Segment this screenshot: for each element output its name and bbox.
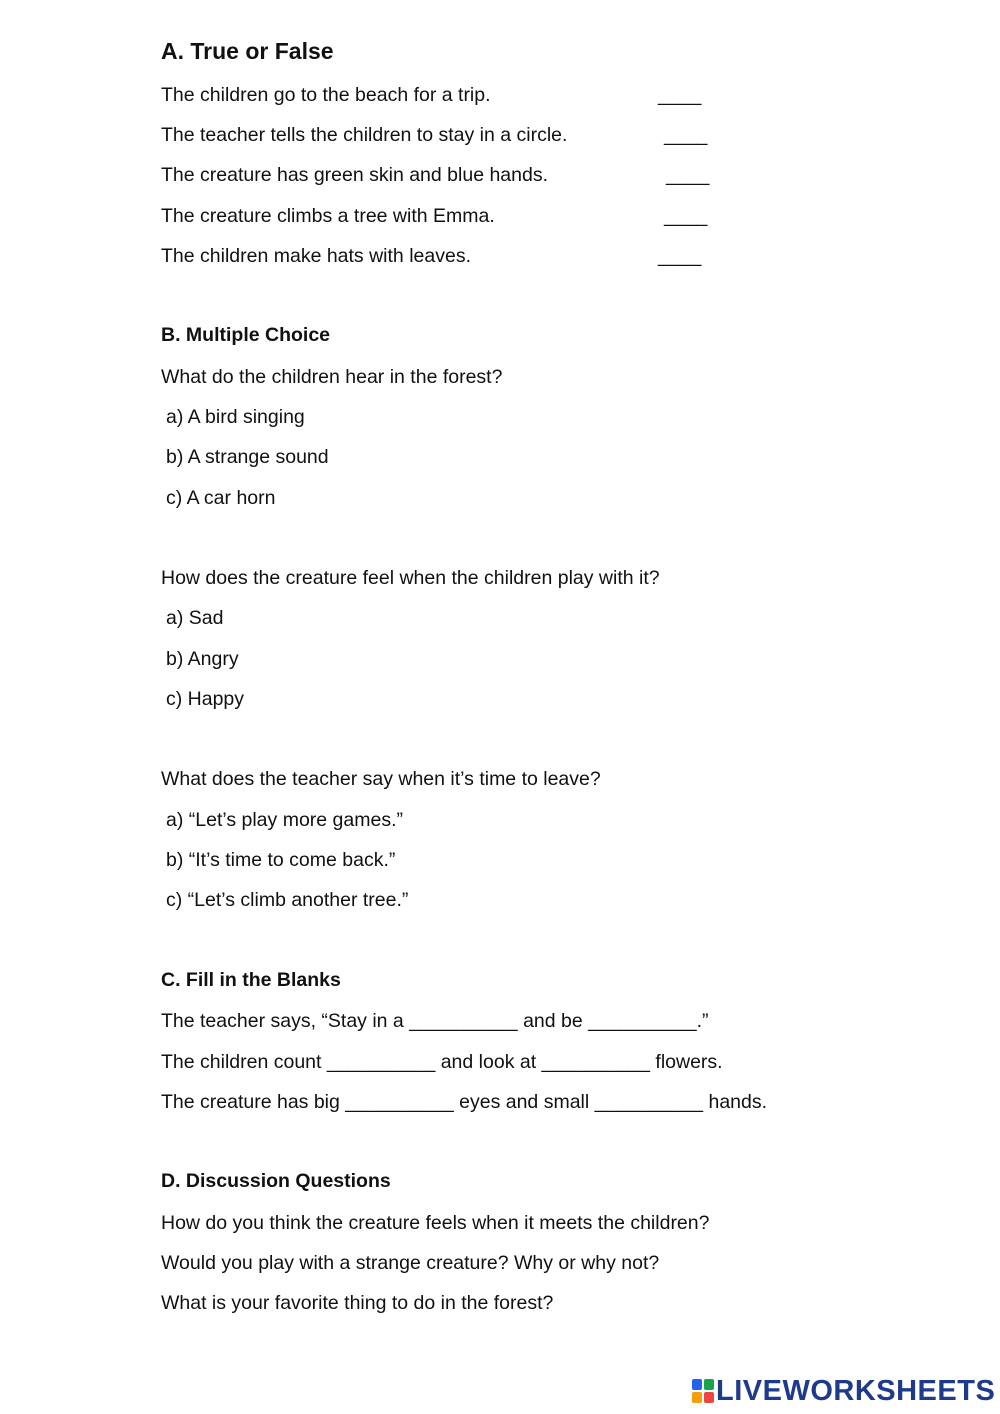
section-d-title: D. Discussion Questions [161, 1170, 391, 1192]
discussion-question-2: Would you play with a strange creature? Why or why not? [161, 1252, 660, 1274]
mc-option[interactable]: c) A car horn [166, 487, 276, 509]
section-b-title: B. Multiple Choice [161, 324, 331, 346]
section-a-title: A. True or False [161, 38, 334, 64]
logo-text: LIVEWORKSHEETS [716, 1374, 996, 1407]
tf-answer-blank-5[interactable]: ____ [658, 245, 702, 267]
mc-question-2: How does the creature feel when the children play with it? [161, 567, 660, 589]
mc-option[interactable]: b) Angry [166, 648, 239, 670]
tf-answer-blank-4[interactable]: ____ [664, 205, 708, 227]
tf-statement-1: The children go to the beach for a trip. [161, 84, 491, 106]
mc-option[interactable]: b) A strange sound [166, 446, 329, 468]
logo-mark-icon [692, 1379, 714, 1403]
fill-blank-sentence-1[interactable]: The teacher says, “Stay in a __________ and be __________.” [161, 1010, 709, 1032]
tf-answer-blank-2[interactable]: ____ [664, 124, 708, 146]
discussion-question-1: How do you think the creature feels when it meets the children? [161, 1212, 710, 1234]
mc-option[interactable]: a) Sad [166, 607, 224, 629]
mc-option[interactable]: a) “Let’s play more games.” [166, 809, 403, 831]
fill-blank-sentence-2[interactable]: The children count __________ and look at __________ flowers. [161, 1051, 723, 1073]
mc-option[interactable]: c) Happy [166, 688, 245, 710]
fill-blank-sentence-3[interactable]: The creature has big __________ eyes and small __________ hands. [161, 1091, 768, 1113]
tf-statement-3: The creature has green skin and blue hands. [161, 164, 549, 186]
mc-option[interactable]: b) “It’s time to come back.” [166, 849, 396, 871]
discussion-question-3: What is your favorite thing to do in the forest? [161, 1292, 554, 1314]
section-c-title: C. Fill in the Blanks [161, 969, 341, 991]
tf-statement-5: The children make hats with leaves. [161, 245, 471, 267]
tf-statement-2: The teacher tells the children to stay in a circle. [161, 124, 568, 146]
tf-statement-4: The creature climbs a tree with Emma. [161, 205, 495, 227]
liveworksheets-logo [692, 1374, 995, 1408]
mc-question-1: What do the children hear in the forest? [161, 366, 503, 388]
mc-option[interactable]: a) A bird singing [166, 406, 305, 428]
mc-option[interactable]: c) “Let’s climb another tree.” [166, 889, 409, 911]
mc-question-3: What does the teacher say when it’s time to leave? [161, 768, 601, 790]
tf-answer-blank-3[interactable]: ____ [666, 164, 710, 186]
tf-answer-blank-1[interactable]: ____ [658, 84, 702, 106]
